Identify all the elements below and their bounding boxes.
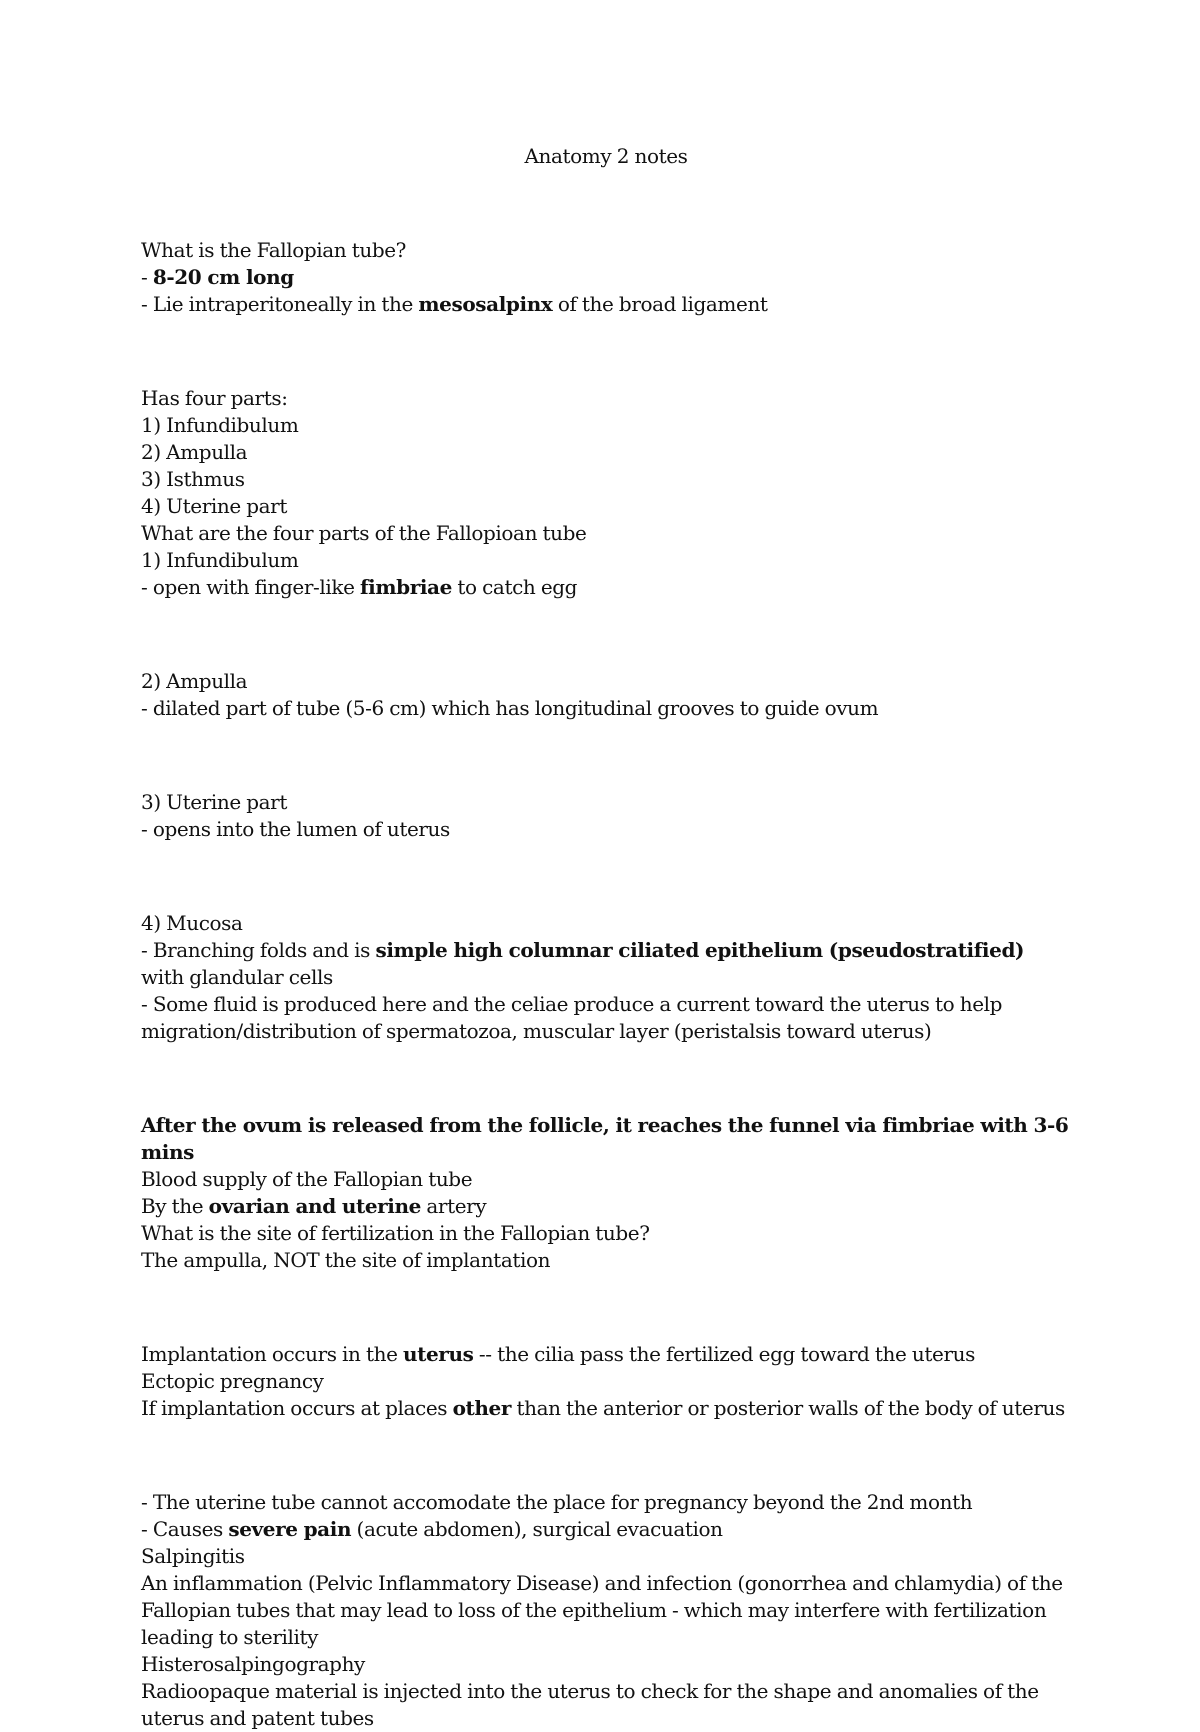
text-run: Radioopaque material is injected into the uterus to check for the shape and anomalies of the uterus and patent tubes (141, 1679, 1045, 1730)
text-run: Histerosalpingography (141, 1652, 365, 1676)
text-line (141, 668, 1071, 695)
text-line (141, 412, 1071, 439)
text-line (141, 574, 1071, 601)
text-run: 2) Ampulla (141, 669, 248, 693)
text-run: -- the cilia pass the fertilized egg toward the uterus (473, 1342, 975, 1366)
text-run: Has four parts: (141, 386, 288, 410)
bold-text: After the ovum is released from the follicle, it reaches the funnel via fimbriae with 3-6 mins (141, 1113, 1075, 1164)
blank-line (141, 621, 1071, 648)
text-run: An inflammation (Pelvic Inflammatory Disease) and infection (gonorrhea and chlamydia) of the Fallopian tubes that may lead to loss of the epithelium - which may interfere with fertilization leading to sterility (141, 1571, 1069, 1649)
blank-line (141, 863, 1071, 890)
text-line (141, 1341, 1071, 1368)
bold-text: other (452, 1396, 511, 1420)
text-run: - (141, 265, 153, 289)
text-run: What is the Fallopian tube? (141, 238, 407, 262)
text-line (141, 789, 1071, 816)
bold-text: ovarian and uterine (208, 1194, 421, 1218)
text-run: Ectopic pregnancy (141, 1369, 324, 1393)
document-page (141, 143, 1075, 1732)
text-run: - open with finger-like (141, 575, 360, 599)
text-line (141, 816, 1071, 843)
text-run: 4) Uterine part (141, 494, 287, 518)
blank-line (141, 338, 1071, 365)
bold-text: fimbriae (359, 575, 452, 599)
text-run: Blood supply of the Fallopian tube (141, 1167, 473, 1191)
text-run: 1) Infundibulum (141, 548, 299, 572)
text-run: - Lie intraperitoneally in the (141, 292, 419, 316)
blank-line (141, 1065, 1071, 1092)
text-line (141, 1489, 1071, 1516)
text-run: to catch egg (451, 575, 578, 599)
text-run: - The uterine tube cannot accomodate the place for pregnancy beyond the 2nd month (141, 1490, 973, 1514)
text-line (141, 991, 1071, 1045)
text-line (141, 1516, 1071, 1543)
text-line (141, 910, 1071, 937)
text-line (141, 1678, 1071, 1732)
text-line (141, 695, 1071, 722)
text-run: artery (420, 1194, 487, 1218)
text-line (141, 520, 1071, 547)
text-line (141, 1112, 1075, 1166)
text-line (141, 1368, 1071, 1395)
blank-line (141, 190, 1071, 217)
text-run: than the anterior or posterior walls of the body of uterus (511, 1396, 1065, 1420)
text-line (141, 547, 1071, 574)
bold-text: simple high columnar ciliated epithelium (pseudostratified) (375, 938, 1025, 962)
text-line (141, 1651, 1071, 1678)
text-run: 3) Uterine part (141, 790, 287, 814)
text-line (141, 291, 1071, 318)
document-title: Anatomy 2 notes (524, 144, 688, 168)
text-run: with glandular cells (141, 938, 1030, 989)
text-run: (acute abdomen), surgical evacuation (351, 1517, 723, 1541)
text-run: 1) Infundibulum (141, 413, 299, 437)
text-line (141, 439, 1071, 466)
text-line (141, 264, 1071, 291)
blank-line (141, 742, 1071, 769)
text-line (141, 937, 1071, 991)
text-run: If implantation occurs at places (141, 1396, 453, 1420)
blank-line (141, 1294, 1071, 1321)
text-run: - Causes (141, 1517, 229, 1541)
text-line (141, 237, 1071, 264)
blank-line (141, 1442, 1071, 1469)
text-line (141, 1395, 1071, 1422)
text-run: 2) Ampulla (141, 440, 248, 464)
text-line (141, 1166, 1071, 1193)
text-run: 4) Mucosa (141, 911, 243, 935)
text-run: Implantation occurs in the (141, 1342, 403, 1366)
text-run: What is the site of fertilization in the Fallopian tube? (141, 1221, 650, 1245)
text-run: 3) Isthmus (141, 467, 245, 491)
text-run: - Some fluid is produced here and the celiae produce a current toward the uterus to help migration/distribution of spermatozoa, muscular layer (peristalsis toward uterus) (141, 992, 1008, 1043)
bold-text: 8-20 cm long (152, 265, 294, 289)
text-line (141, 1193, 1071, 1220)
text-line (141, 466, 1071, 493)
text-run: Salpingitis (141, 1544, 245, 1568)
text-run: The ampulla, NOT the site of implantation (141, 1248, 551, 1272)
text-run: What are the four parts of the Fallopioan tube (141, 521, 587, 545)
text-line (141, 1570, 1071, 1651)
text-line (141, 493, 1071, 520)
text-line (141, 385, 1071, 412)
text-run: - dilated part of tube (5-6 cm) which has longitudinal grooves to guide ovum (141, 696, 879, 720)
document-body (141, 190, 1075, 1732)
text-line (141, 1543, 1071, 1570)
text-run: - Branching folds and is (141, 938, 376, 962)
bold-text: severe pain (228, 1517, 352, 1541)
text-run: - opens into the lumen of uterus (141, 817, 450, 841)
bold-text: uterus (403, 1342, 474, 1366)
text-line (141, 1247, 1071, 1274)
bold-text: mesosalpinx (418, 292, 553, 316)
text-line (141, 1220, 1071, 1247)
text-run: of the broad ligament (552, 292, 768, 316)
text-run: By the (141, 1194, 209, 1218)
